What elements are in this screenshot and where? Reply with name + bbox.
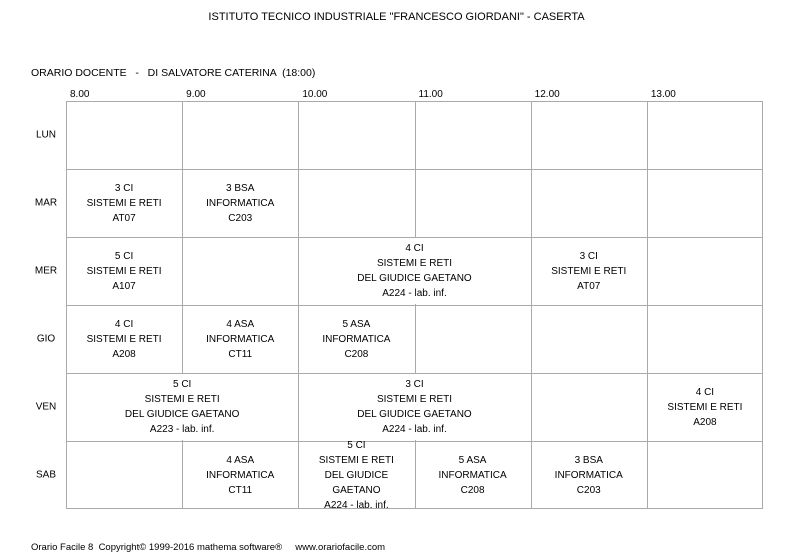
lesson-room: C208 — [344, 348, 369, 360]
lesson-class: 4 CI — [114, 318, 134, 330]
hour-label: 11.00 — [418, 89, 443, 100]
grid-row-divider — [67, 441, 762, 442]
day-label: MAR — [34, 197, 58, 209]
lesson-block[interactable] — [67, 306, 181, 372]
lesson-detail: SISTEMI E RETI — [551, 265, 627, 277]
lesson-block[interactable] — [299, 306, 413, 372]
lesson-room: A224 - lab. inf. — [382, 424, 447, 435]
day-label: VEN — [35, 401, 57, 413]
lesson-detail: INFORMATICA — [554, 469, 623, 481]
hour-label: 13.00 — [650, 89, 676, 100]
lesson-detail: SISTEMI E RETI — [86, 333, 162, 345]
lesson-detail: DEL GIUDICE GAETANO — [357, 273, 472, 284]
lesson-room: C208 — [460, 484, 485, 496]
lesson-class: 3 CI — [405, 379, 424, 390]
day-label: LUN — [35, 129, 56, 141]
day-label: GIO — [36, 333, 56, 345]
lesson-detail: DEL GIUDICE GAETANO — [124, 409, 240, 420]
lesson-room: CT11 — [228, 484, 253, 496]
lesson-detail: SISTEMI E RETI — [86, 197, 162, 209]
lesson-room: A223 - lab. inf. — [149, 424, 215, 435]
lesson-room: A208 — [112, 348, 136, 360]
lesson-room: A107 — [112, 280, 136, 292]
lesson-class: 5 CI — [347, 439, 366, 451]
lesson-room: CT11 — [228, 348, 253, 360]
lesson-detail: SISTEMI E RETI — [667, 401, 743, 413]
lesson-room: A224 - lab. inf. — [324, 499, 389, 511]
lesson-class: 5 ASA — [458, 454, 487, 466]
hour-label: 12.00 — [534, 89, 560, 100]
lesson-room: AT07 — [112, 212, 136, 224]
page-title: ISTITUTO TECNICO INDUSTRIALE "FRANCESCO GIORDANI" - CASERTA — [208, 11, 585, 23]
teacher-schedule-subtitle: ORARIO DOCENTE - DI SALVATORE CATERINA (18:00) — [31, 67, 316, 79]
lesson-block[interactable] — [416, 442, 530, 508]
lesson-class: 4 ASA — [226, 318, 255, 330]
lesson-class: 3 CI — [579, 250, 598, 262]
lesson-block[interactable] — [67, 170, 181, 236]
lesson-detail: SISTEMI E RETI — [144, 394, 220, 405]
lesson-room: A224 - lab. inf. — [382, 288, 447, 299]
lesson-detail: DEL GIUDICE GAETANO — [357, 409, 472, 420]
lesson-detail: INFORMATICA — [438, 469, 507, 481]
lesson-room: C203 — [576, 484, 601, 496]
hour-label: 9.00 — [186, 89, 206, 100]
lesson-detail: INFORMATICA — [206, 197, 275, 209]
day-label: MER — [34, 265, 58, 277]
hour-label: 10.00 — [302, 89, 328, 100]
lesson-block[interactable] — [299, 238, 529, 304]
lesson-class: 4 CI — [695, 386, 715, 398]
lesson-detail: INFORMATICA — [322, 333, 391, 345]
lesson-block[interactable] — [67, 238, 181, 304]
lesson-class: 5 CI — [172, 379, 192, 390]
lesson-detail: SISTEMI E RETI — [376, 258, 452, 269]
lesson-block[interactable] — [183, 170, 297, 236]
lesson-class: 4 CI — [405, 243, 424, 254]
lesson-class: 5 CI — [114, 250, 134, 262]
hour-label: 8.00 — [70, 89, 90, 100]
lesson-block[interactable] — [67, 374, 297, 440]
lesson-block[interactable] — [532, 442, 646, 508]
copyright-footer: Orario Facile 8 Copyright© 1999-2016 mathema software® www.orariofacile.com — [31, 542, 386, 553]
lesson-class: 3 BSA — [226, 182, 255, 194]
lesson-class: 3 BSA — [574, 454, 603, 466]
lesson-detail: INFORMATICA — [206, 469, 275, 481]
lesson-block[interactable] — [183, 306, 297, 372]
lesson-block[interactable] — [183, 442, 297, 508]
lesson-room: AT07 — [577, 280, 601, 292]
day-label: SAB — [35, 469, 56, 481]
lesson-class: 5 ASA — [342, 318, 371, 330]
lesson-block[interactable] — [648, 374, 762, 440]
lesson-room: C203 — [228, 212, 253, 224]
lesson-room: A208 — [693, 416, 717, 428]
lesson-detail: INFORMATICA — [206, 333, 275, 345]
timetable-grid — [66, 101, 763, 509]
lesson-block[interactable] — [299, 374, 529, 440]
lesson-class: 3 CI — [114, 182, 134, 194]
lesson-detail: SISTEMI E RETI — [376, 394, 452, 405]
lesson-block[interactable] — [532, 238, 646, 304]
lesson-class: 4 ASA — [226, 454, 255, 466]
lesson-block[interactable] — [299, 439, 413, 511]
lesson-detail: DEL GIUDICE GAETANO — [324, 469, 389, 496]
lesson-detail: SISTEMI E RETI — [86, 265, 162, 277]
lesson-detail: SISTEMI E RETI — [318, 454, 394, 466]
